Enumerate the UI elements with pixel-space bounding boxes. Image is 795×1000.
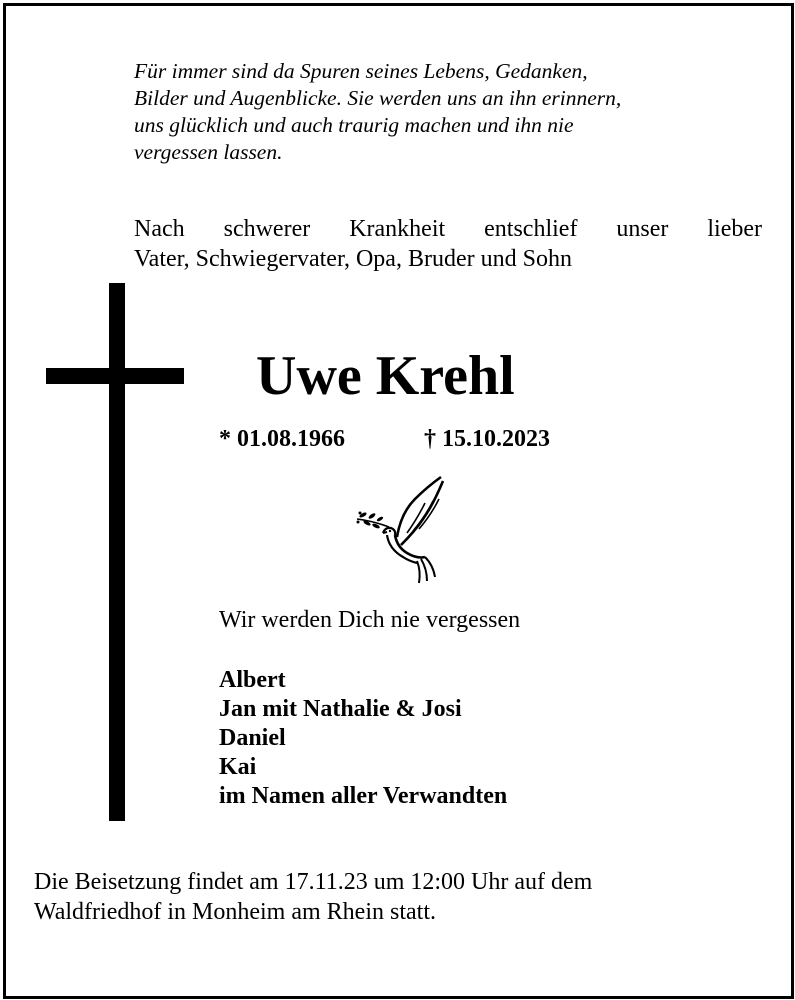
life-dates	[219, 424, 550, 454]
burial-line: Waldfriedhof in Monheim am Rhein statt.	[34, 899, 436, 925]
mourner-name: Kai	[219, 754, 257, 780]
birth-date: * 01.08.1966	[219, 426, 345, 452]
quote-line: Bilder und Augenblicke. Sie werden uns an ihn erinnern,	[134, 86, 622, 110]
cross-horizontal-bar	[46, 368, 184, 384]
quote-line: vergessen lassen.	[134, 140, 283, 164]
mourner-name: im Namen aller Verwandten	[219, 783, 508, 809]
mourner-name: Daniel	[219, 725, 286, 751]
deceased-name: Uwe Krehl	[256, 345, 515, 407]
cross-vertical-bar	[109, 283, 125, 821]
quote-line: Für immer sind da Spuren seines Lebens, Gedanken,	[134, 59, 588, 83]
dove-icon	[351, 473, 451, 585]
farewell-message: Wir werden Dich nie vergessen	[219, 607, 521, 633]
announcement-line: Vater, Schwiegervater, Opa, Bruder und Sohn	[134, 246, 572, 272]
obituary-notice	[3, 3, 794, 999]
death-date: † 15.10.2023	[424, 426, 550, 452]
burial-line: Die Beisetzung findet am 17.11.23 um 12:00 Uhr auf dem	[34, 869, 593, 895]
announcement-line: Nach schwerer Krankheit entschlief unser lieber	[134, 216, 762, 242]
quote-line: uns glücklich und auch traurig machen und ihn nie	[134, 113, 574, 137]
mourners-list	[219, 666, 507, 811]
memorial-quote	[134, 58, 734, 166]
death-announcement	[134, 214, 762, 274]
mourner-name: Albert	[219, 667, 286, 693]
mourner-name: Jan mit Nathalie & Josi	[219, 696, 462, 722]
burial-info	[34, 867, 754, 927]
